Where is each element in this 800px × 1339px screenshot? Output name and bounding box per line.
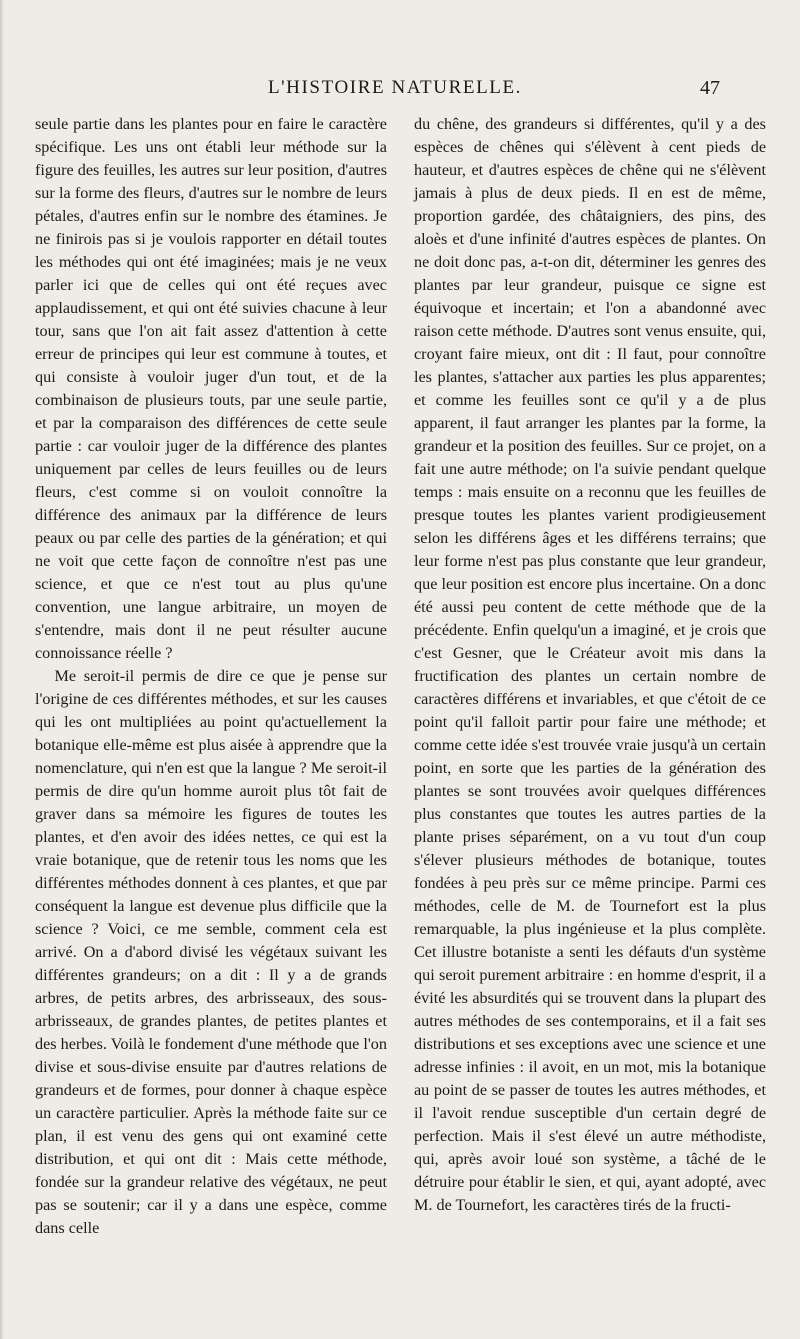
page-number: 47 bbox=[700, 77, 720, 99]
page-gutter-shadow bbox=[0, 0, 4, 1339]
left-column bbox=[35, 113, 387, 1240]
paragraph: du chêne, des grandeurs si différentes, qu'il y a des espèces de chênes qui s'élèvent à cent pieds de hauteur, et d'autres espèces de chêne qui ne s'élèvent jamais à plus de deux pieds. Il en est de même, proportion gardée, des châtaigniers, des pins, des aloès et d'une infinité d'autres espèces de plantes. On ne doit donc pas, a-t-on dit, déterminer les genres des plantes par leur grandeur, puisque ce signe est équivoque et incertain; et l'on a abandonné avec raison cette méthode. D'autres sont venus ensuite, qui, croyant faire mieux, ont dit : Il faut, pour connoître les plantes, s'attacher aux parties les plus apparentes; et comme les feuilles sont ce qu'il y a de plus apparent, il faut arranger les plantes par la forme, la grandeur et la position des feuilles. Sur ce projet, on a fait une autre méthode; on l'a suivie pendant quelque temps : mais ensuite on a reconnu que les feuilles de presque toutes les plantes varient prodigieusement selon les différens âges et les différens terrains; que leur forme n'est pas plus constante que leur grandeur, que leur position est encore plus incertaine. On a donc été aussi peu content de cette méthode que de la précédente. Enfin quelqu'un a imaginé, et je crois que c'est Gesner, que le Créateur avoit mis dans la fructification des plantes un certain nombre de caractères différens et invariables, et que c'étoit de ce point qu'il falloit partir pour faire une méthode; et comme cette idée s'est trouvée vraie jusqu'à un certain point, en sorte que les parties de la génération des plantes se sont trouvées avoir quelques différences plus constantes que toutes les autres parties de la plante prises séparément, on a vu tout d'un coup s'élever plusieurs méthodes de botanique, toutes fondées à peu près sur ce même principe. Parmi ces méthodes, celle de M. de Tournefort est la plus remarquable, la plus ingénieuse et la plus complète. Cet illustre botaniste a senti les défauts d'un système qui seroit purement arbitraire : en homme d'esprit, il a évité les absurdités qui se trouvent dans la plupart des autres méthodes de ses contemporains, et il a fait ses distributions et ses exceptions avec une science et une adresse infinies : il avoit, en un mot, mis la botanique au point de se passer de toutes les autres méthodes, et il l'avoit rendue susceptible d'un certain degré de perfection. Mais il s'est élevé un autre méthodiste, qui, après avoir loué son système, a tâché de le détruire pour établir le sien, et qui, ayant adopté, avec M. de Tournefort, les caractères tirés de la fructi- bbox=[414, 115, 766, 1214]
paragraph: seule partie dans les plantes pour en faire le caractère spécifique. Les uns ont établi leur méthode sur la figure des feuilles, les autres sur leur position, d'autres sur la forme des fleurs, d'autres sur le nombre de leurs pétales, d'autres enfin sur le nombre des étamines. Je ne finirois pas si je voulois rapporter en détail toutes les méthodes qui ont été imaginées; mais je ne veux parler ici que de celles qui ont été reçues avec applaudissement, et qui ont été suivies chacune à leur tour, sans que l'on ait fait assez d'attention à cette erreur de principes qui leur est commune à toutes, et qui consiste à vouloir juger d'un tout, et de la combinaison de plusieurs touts, par une seule partie, et par la comparaison des différences de cette seule partie : car vouloir juger de la différence des plantes uniquement par celles de leurs feuilles ou de leurs fleurs, c'est comme si on vouloit connoître la différence des animaux par la différence de leurs peaux ou par celle des parties de la génération; et qui ne voit que cette façon de connoître n'est pas une science, et que ce n'est tout au plus qu'une convention, une langue arbitraire, un moyen de s'entendre, mais dont il ne peut résulter aucune connoissance réelle ? bbox=[35, 115, 387, 662]
paragraph: Me seroit-il permis de dire ce que je pense sur l'origine de ces différentes méthodes, et sur les causes qui les ont multipliées au point qu'actuellement la botanique elle-même est plus aisée à apprendre que la nomenclature, qui n'en est que la langue ? Me seroit-il permis de dire qu'un homme auroit plus tôt fait de graver dans sa mémoire les figures de toutes les plantes, et d'en avoir des idées nettes, ce qui est la vraie botanique, que de retenir tous les noms que les différentes méthodes donnent à ces plantes, et que par conséquent la langue est devenue plus difficile que la science ? Voici, ce me semble, comment cela est arrivé. On a d'abord divisé les végétaux suivant les différentes grandeurs; on a dit : Il y a de grands arbres, de petits arbres, des arbrisseaux, des sous-arbrisseaux, de grandes plantes, de petites plantes et des herbes. Voilà le fondement d'une méthode que l'on divise et sous-divise ensuite par d'autres relations de grandeurs et de formes, pour donner à chaque espèce un caractère particulier. Après la méthode faite sur ce plan, il est venu des gens qui ont examiné cette distribution, et qui ont dit : Mais cette méthode, fondée sur la grandeur relative des végétaux, ne peut pas se soutenir; car il y a dans une espèce, comme dans celle bbox=[35, 667, 387, 1237]
right-column bbox=[414, 113, 766, 1217]
running-title: L'HISTOIRE NATURELLE. bbox=[267, 77, 523, 98]
running-head bbox=[0, 77, 800, 103]
